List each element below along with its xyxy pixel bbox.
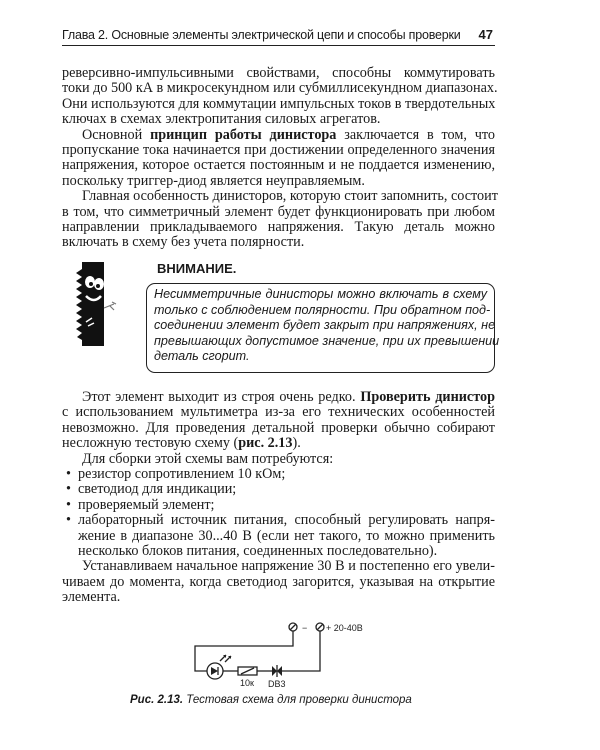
bold-text: принцип работы динистора	[150, 126, 337, 143]
text-line	[62, 174, 495, 189]
bullet-list-item	[62, 498, 495, 513]
text-line	[62, 112, 495, 127]
text-segment: невозможно. Для проведения детальной проверки обычно собирают	[62, 419, 495, 436]
warning-title: ВНИМАНИЕ.	[157, 261, 237, 276]
text-line	[62, 97, 495, 112]
warning-box	[146, 283, 500, 373]
warning-line: Несимметричные динисторы можно включать в схему	[154, 287, 487, 301]
text-line	[62, 80, 498, 97]
bullet-icon: •	[66, 465, 71, 482]
chapter-title: Глава 2. Основные элементы электрической цепи и способы проверки	[62, 28, 461, 42]
text-line	[62, 436, 495, 451]
body-text-top	[62, 65, 498, 251]
figure-caption	[130, 694, 412, 706]
text-line	[62, 235, 495, 250]
text-line	[62, 559, 495, 574]
minus-terminal-label: −	[302, 623, 308, 633]
text-line	[62, 590, 495, 605]
text-segment: в том, что симметричный элемент будет функционировать при любом	[62, 203, 495, 220]
text-segment: токи до 500 кА в микросекундном или субмиллисекундном диапазонах.	[62, 80, 498, 97]
resistor-label: 10к	[240, 678, 254, 688]
bullet-text: жение в диапазоне 30...40 В (если нет такого, то можно применить	[78, 527, 495, 544]
running-header	[62, 27, 495, 46]
bullet-list-item	[62, 482, 495, 497]
text-segment: пропускание тока начинается при достижении определенного значения	[62, 141, 495, 158]
warning-line: соединении элемент будет закрыт при напряжениях, не	[154, 318, 496, 332]
bullet-text: несколько блоков питания, соединенных последовательно).	[78, 542, 438, 559]
text-line	[62, 575, 495, 590]
text-segment: включать в схему без учета полярности.	[62, 234, 305, 251]
bullet-list-item	[62, 529, 495, 544]
text-segment: Основной	[82, 126, 151, 143]
text-segment: элемента.	[62, 589, 121, 606]
text-segment: Главная особенность динисторов, которую стоит запомнить, состоит	[82, 188, 498, 205]
text-segment: ).	[292, 435, 301, 452]
text-segment: Для сборки этой схемы вам потребуются:	[82, 450, 334, 467]
page-number: 47	[478, 27, 493, 42]
text-segment: несложную тестовую схему (	[62, 435, 239, 452]
text-segment: Они используются для коммутации импульсных токов в твердотельных	[62, 95, 496, 112]
text-segment: реверсивно-импульсивными свойствами, способны коммутировать	[62, 65, 495, 81]
text-line	[62, 128, 495, 143]
text-segment: Устанавливаем начальное напряжение 30 В и постепенно его увели-	[82, 558, 495, 575]
text-line	[62, 205, 495, 220]
bullet-icon: •	[66, 496, 71, 513]
body-text-bottom	[62, 390, 495, 605]
bullet-list-item	[62, 467, 495, 482]
figure-number: Рис. 2.13.	[130, 694, 184, 706]
bold-text: рис. 2.13	[238, 435, 293, 452]
text-segment: заключается в том, что	[336, 126, 495, 143]
text-line	[62, 158, 495, 173]
bullet-icon: •	[66, 481, 71, 498]
text-line	[62, 421, 495, 436]
warning-line: превышающих допустимое значение, при их превышении	[154, 333, 500, 348]
text-segment: Этот элемент выходит из строя очень редко.	[82, 389, 361, 405]
text-line	[62, 405, 495, 420]
warning-line: только с соблюдением полярности. При обратном под-	[154, 302, 491, 317]
dinistor-label: DB3	[268, 679, 286, 689]
text-segment: ключах в схемах электропитания силовых агрегатов.	[62, 111, 381, 128]
bullet-text: лабораторный источник питания, способный регулировать напря-	[78, 512, 495, 529]
text-segment: напряжения, которое остается постоянным и не поддается изменению,	[62, 157, 495, 174]
text-segment: направлении прикладываемого напряжения. Такую деталь можно	[62, 218, 495, 235]
bullet-text: резистор сопротивлением 10 кОм;	[78, 465, 286, 482]
text-line	[62, 66, 495, 81]
text-line	[62, 452, 495, 467]
figure-caption-text: Тестовая схема для проверки динистора	[183, 694, 412, 706]
bullet-text: проверяемый элемент;	[78, 496, 215, 513]
text-line	[62, 220, 495, 235]
plus-terminal-label: + 20-40В	[326, 623, 363, 633]
bullet-text: светодиод для индикации;	[78, 481, 237, 498]
text-line	[62, 143, 495, 158]
bullet-list-item	[62, 513, 495, 528]
test-circuit-diagram	[180, 615, 420, 690]
text-segment: с использованием мультиметра из-за его технических особенностей	[62, 404, 495, 421]
text-line	[62, 390, 495, 405]
bullet-icon: •	[66, 512, 71, 529]
mascot-icon	[72, 260, 122, 348]
text-line	[62, 188, 498, 205]
warning-line: деталь сгорит.	[154, 349, 250, 363]
text-segment: чиваем до момента, когда светодиод загорится, указывая на открытие	[62, 573, 495, 590]
text-segment: поскольку триггер-диод является неуправляемым.	[62, 172, 365, 189]
bold-text: Проверить динистор	[360, 389, 495, 405]
bullet-list-item	[62, 544, 495, 559]
